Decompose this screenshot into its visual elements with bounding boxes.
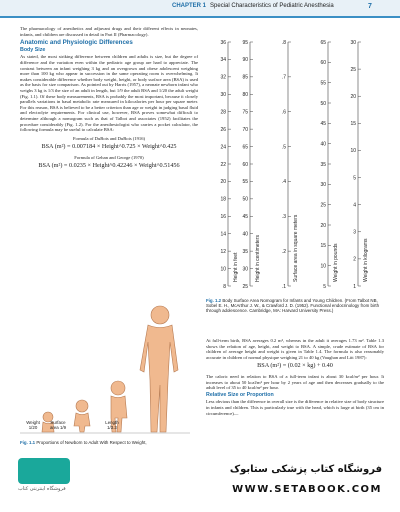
- figure-proportions: [0, 300, 205, 440]
- intro-paragraph: The pharmacology of anesthetics and adjuvant drugs and their different effects in neonates, infants, and children are discussed in detail in Part II (Pharmacology).: [20, 26, 198, 37]
- tick-label-feet: 32: [220, 74, 226, 81]
- header-text: [172, 3, 334, 9]
- fig1-caption: [20, 440, 200, 445]
- label-length: Length 1/3.3: [105, 420, 119, 431]
- tick-label-lb: 20: [320, 222, 326, 229]
- formula-label-dubois: Formula of DuBois and DuBois (1916): [72, 135, 146, 141]
- tick-label-feet: 20: [220, 179, 226, 186]
- tick-label-lb: 60: [320, 60, 326, 67]
- tick-label-cm: 90: [242, 57, 248, 64]
- label-weight: Weight 1/20: [26, 420, 40, 431]
- bsa-nomogram: [208, 28, 382, 306]
- tick-label-kg: 4: [353, 202, 356, 209]
- formula-bsa-kg: BSA (m²) = (0.02 × kg) + 0.40: [257, 362, 333, 370]
- page-number: 7: [368, 3, 372, 10]
- tick-label-cm: 70: [242, 126, 248, 133]
- tick-label-feet: 18: [220, 196, 226, 203]
- formula-gehan: BSA (m²) = 0.0235 × Height^0.42246 × Weight^0.51456: [38, 162, 180, 170]
- right-column: [206, 338, 384, 418]
- fig1-number: Fig. 1.1: [20, 440, 36, 445]
- logo-subtitle: فروشگاه اینترنتی کتاب: [18, 486, 66, 492]
- tick-label-kg: 2: [353, 256, 356, 263]
- bsa-paragraph: At full-term birth, BSA averages 0.2 m², whereas in the adult it averages 1.73 m². Table 1.3 shows the relation of age, height, and weight to BSA. A simple, crude estimate of BSA for children of average height and weight is given in Table 1.4. The formula is also reasonably accurate in children of normal physique weighing 21 to 40 kg (Vaughan and Litt 1987):: [206, 338, 384, 360]
- tick-label-sa: .2: [281, 248, 286, 255]
- tick-label-sa: .1: [281, 283, 286, 290]
- left-column: [20, 26, 198, 174]
- tick-label-feet: 28: [220, 109, 226, 116]
- tick-label-cm: 55: [242, 179, 248, 186]
- tick-label-lb: 50: [320, 100, 326, 107]
- tick-label-cm: 35: [242, 248, 248, 255]
- fig2-number: Fig. 1.2: [206, 298, 222, 303]
- tick-label-lb: 5: [323, 283, 326, 290]
- tick-label-lb: 55: [320, 80, 326, 87]
- subsection-heading: Body Size: [20, 46, 46, 53]
- tick-label-feet: 8: [223, 283, 226, 290]
- tick-label-kg: 1: [353, 283, 356, 290]
- tick-label-feet: 30: [220, 92, 226, 99]
- tick-label-kg: 15: [350, 121, 356, 128]
- tick-label-feet: 16: [220, 214, 226, 221]
- tick-label-cm: 40: [242, 231, 248, 238]
- setabook-logo: [18, 458, 70, 484]
- tick-label-cm: 45: [242, 214, 248, 221]
- tick-label-lb: 15: [320, 243, 326, 250]
- chapter-title: Special Characteristics of Pediatric Anesthesia: [210, 3, 334, 9]
- tick-label-feet: 12: [220, 248, 226, 255]
- formula-dubois: BSA (m²) = 0.007184 × Height^0.725 × Weight^0.425: [41, 143, 177, 151]
- tick-label-feet: 10: [220, 266, 226, 273]
- tick-label-feet: 22: [220, 161, 226, 168]
- tick-label-sa: .3: [281, 214, 286, 221]
- tick-label-lb: 45: [320, 121, 326, 128]
- tick-label-cm: 80: [242, 92, 248, 99]
- tick-label-cm: 30: [242, 266, 248, 273]
- tick-label-kg: 20: [350, 94, 356, 101]
- tick-label-lb: 10: [320, 263, 326, 270]
- tick-label-kg: 3: [353, 229, 356, 236]
- scale-label-kg: Weight in kilograms: [363, 238, 369, 282]
- tick-label-cm: 60: [242, 161, 248, 168]
- scale-label-sa: Surface area in square meters: [293, 214, 299, 282]
- label-surface-area: Surface area 1/9: [49, 420, 67, 431]
- tick-label-feet: 34: [220, 57, 226, 64]
- tick-label-cm: 25: [242, 283, 248, 290]
- fig2-caption-text: Body Surface Area Nomogram for Infants and Young Children. (From Talbot NB, Sobel E. H., McArthur J. W., & Crawford J. D. (1952). Functional endocrinology from birth through adolescence. Cambridge, MA: Harvard University Press.): [206, 298, 380, 314]
- tick-label-lb: 65: [320, 39, 326, 46]
- tick-label-sa: .6: [281, 109, 286, 116]
- tick-label-cm: 50: [242, 196, 248, 203]
- caloric-paragraph: The caloric need in relation to BSA of a full-term infant is about 30 kcal/m² per hour. It increases to about 50 kcal/m² per hour by 2 years of age and then decreases gradually to the adult level of 35 to 40 kcal/m² per hour.: [206, 373, 384, 391]
- tick-label-cm: 85: [242, 74, 248, 81]
- relative-size-paragraph: Less obvious than the difference in overall size is the difference in relative size of body structure in infants and children. This is particularly true with the head, which is large at birth (35 cm in circumference)—: [206, 399, 384, 416]
- scale-label-feet: Height in feet: [233, 252, 239, 282]
- tick-label-lb: 40: [320, 141, 326, 148]
- tick-label-sa: .8: [281, 39, 286, 46]
- tick-label-lb: 25: [320, 202, 326, 209]
- shop-name: فروشگاه کتاب پزشکی ستابوک: [229, 464, 382, 475]
- scale-label-cm: Height in centimeters: [255, 235, 261, 282]
- tick-label-sa: .7: [281, 74, 286, 81]
- adult-figure: [140, 306, 178, 432]
- fig1-caption-text: Proportions of Newborn to Adult With Respect to Weight,: [36, 440, 147, 445]
- fig2-caption: [206, 298, 384, 314]
- tick-label-feet: 26: [220, 126, 226, 133]
- tick-label-cm: 65: [242, 144, 248, 151]
- tick-label-kg: 30: [350, 39, 356, 46]
- section-heading: Anatomic and Physiologic Differences: [20, 39, 133, 47]
- tick-label-kg: 25: [350, 66, 356, 73]
- body-size-paragraph: As stated, the most striking difference between children and adults is size, but the degree of difference and the variation even within the pediatric age group are hard to appreciate. The contrast between an infant weighing 3 kg and an overgrown and obese adolescent weighing more than 100 kg who appear in succession in the same operating room is overwhelming. It makes considerable difference whether body weight, height, or body surface area (BSA) is used as the basis for size comparison. As pointed out by Harris (1957), a neonate newborn infant who weighs 3 kg is 1/3 the size of an adult in length, but 1/9 the adult BSA and 1/20 the adult weight (Fig. 1.1). Of these body measurements, BSA is probably the most important, because it closely parallels variations in basal metabolic rate measured in kilocalories per hour per square meter. For this reason, BSA is believed to be a better criterion than age or weight in judging basal fluid and electrolyte requirements. For clinical use, however, BSA proves somewhat difficult to determine although a nomogram such as that of Talbot and associates (1952) facilitates the procedure considerably (Fig. 1.2). For the anesthesiologist who carries a pocket calculator, the following formula may be useful to calculate BSA:: [20, 54, 198, 133]
- tick-label-sa: .4: [281, 179, 286, 186]
- infant-figure: [74, 400, 90, 432]
- tick-label-feet: 24: [220, 144, 226, 151]
- tick-label-kg: 5: [353, 175, 356, 182]
- tick-label-feet: 14: [220, 231, 226, 238]
- chapter-label: CHAPTER 1: [172, 3, 207, 9]
- tick-label-sa: .5: [281, 144, 286, 151]
- formula-label-gehan: Formula of Gehan and George (1970): [74, 154, 144, 160]
- tick-label-feet: 36: [220, 39, 226, 46]
- tick-label-cm: 75: [242, 109, 248, 116]
- relative-size-heading: Relative Size or Proportion: [206, 391, 274, 398]
- tick-label-cm: 95: [242, 39, 248, 46]
- shop-url[interactable]: WWW.SETABOOK.COM: [232, 484, 382, 495]
- tick-label-lb: 35: [320, 161, 326, 168]
- tick-label-kg: 10: [350, 148, 356, 155]
- scale-label-lb: Weight in pounds: [333, 243, 339, 282]
- tick-label-lb: 30: [320, 182, 326, 189]
- running-header: [0, 0, 400, 18]
